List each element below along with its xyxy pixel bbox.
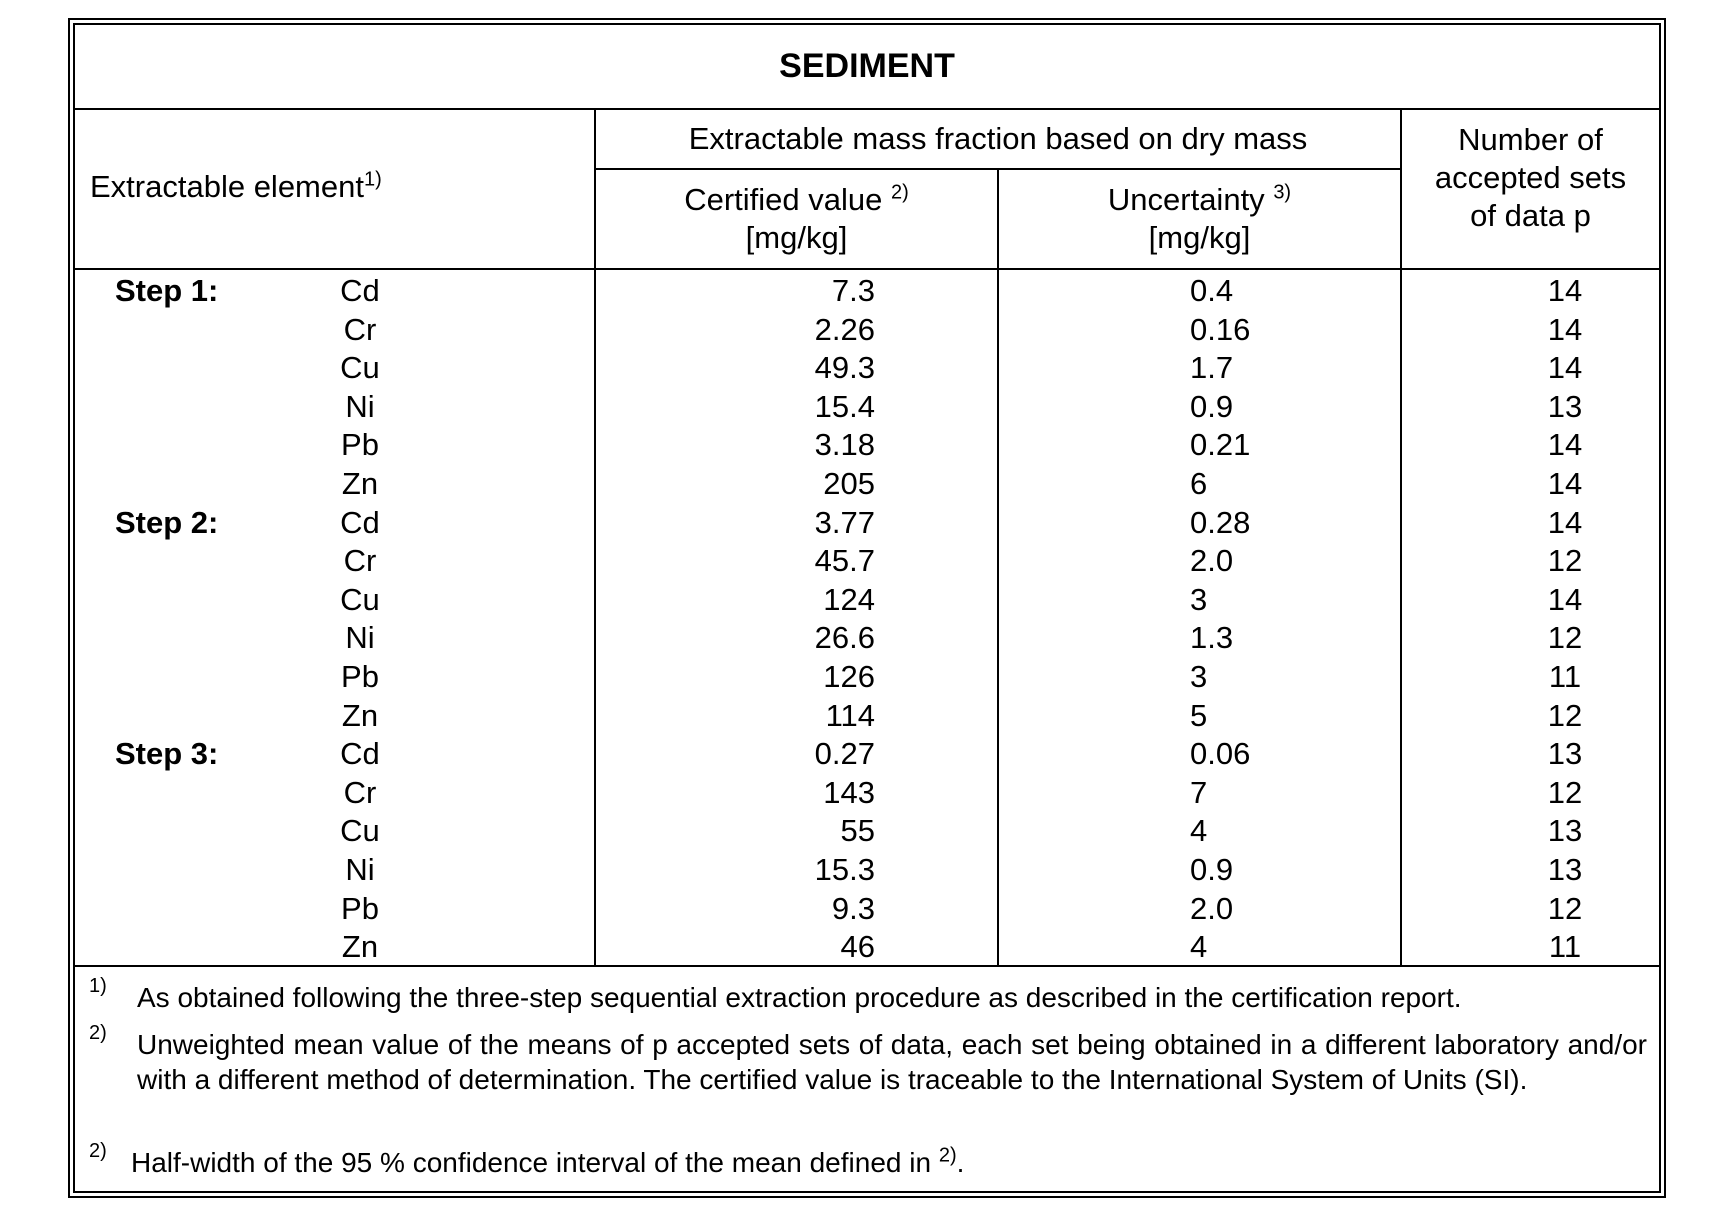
accepted-sets-cell: 14 <box>1547 581 1583 617</box>
uncertainty-cell: 0.9 <box>1190 852 1234 887</box>
element-cell: Zn <box>341 466 379 501</box>
header-number <box>1402 121 1659 235</box>
accepted-sets-cell: 11 <box>1548 659 1582 694</box>
certified-value-cell: 49.3 <box>814 350 875 386</box>
accepted-sets-cell: 12 <box>1547 697 1583 733</box>
header-number-line3: of data p <box>1470 198 1591 233</box>
footnote-1-mark: 1) <box>89 975 107 997</box>
table-row <box>75 504 1659 542</box>
certified-value-cell: 26.6 <box>814 620 875 656</box>
certified-value-cell: 46 <box>840 929 875 965</box>
footnote-3-line <box>131 1145 1641 1180</box>
element-cell: Cr <box>343 543 377 579</box>
uncertainty-cell: 0.28 <box>1190 504 1251 540</box>
header-group-text: Extractable mass fraction based on dry mass <box>688 121 1308 156</box>
uncertainty-cell: 5 <box>1190 697 1208 733</box>
uncertainty-cell: 0.16 <box>1190 311 1251 347</box>
header-element-text: Extractable element <box>90 169 364 204</box>
element-cell: Cd <box>340 736 380 772</box>
uncertainty-cell: 4 <box>1190 813 1208 849</box>
rule-under-header <box>75 268 1659 270</box>
accepted-sets-cell: 14 <box>1547 427 1583 463</box>
header-certified-line1: Certified value <box>684 182 883 217</box>
element-cell: Pb <box>341 659 379 694</box>
header-element-sup: 1) <box>363 168 382 191</box>
header-number-line2: accepted sets <box>1434 160 1627 195</box>
accepted-sets-cell: 14 <box>1547 311 1583 347</box>
footnote-2-mark: 2) <box>89 1022 107 1044</box>
footnote-3-end: . <box>956 1147 965 1178</box>
header-certified <box>596 181 997 257</box>
uncertainty-cell: 0.21 <box>1190 427 1251 463</box>
uncertainty-cell: 1.7 <box>1190 350 1234 386</box>
accepted-sets-cell: 12 <box>1547 774 1583 810</box>
element-cell: Cr <box>343 311 377 347</box>
table-row <box>75 349 1659 387</box>
rule-under-title <box>75 108 1659 110</box>
header-certified-sup: 2) <box>890 181 909 204</box>
accepted-sets-cell: 13 <box>1547 852 1583 887</box>
element-cell: Pb <box>341 427 379 463</box>
table-row <box>75 388 1659 426</box>
accepted-sets-cell: 13 <box>1547 736 1583 772</box>
certified-value-cell: 45.7 <box>814 543 875 579</box>
accepted-sets-cell: 12 <box>1547 890 1583 926</box>
uncertainty-cell: 2.0 <box>1190 543 1234 579</box>
accepted-sets-cell: 14 <box>1547 504 1583 540</box>
element-cell: Zn <box>341 929 379 965</box>
certified-value-cell: 2.26 <box>814 311 875 347</box>
element-cell: Cd <box>340 504 380 540</box>
uncertainty-cell: 0.06 <box>1190 736 1251 772</box>
uncertainty-cell: 4 <box>1190 929 1208 965</box>
header-uncertainty-line2: [mg/kg] <box>1148 220 1251 255</box>
element-cell: Cu <box>340 350 380 386</box>
uncertainty-cell: 3 <box>1190 581 1208 617</box>
header-group <box>596 120 1400 158</box>
footnote-3-mark: 2) <box>89 1140 107 1162</box>
table-row <box>75 812 1659 850</box>
accepted-sets-cell: 13 <box>1547 388 1583 424</box>
table-row <box>75 697 1659 735</box>
accepted-sets-cell: 14 <box>1547 466 1583 501</box>
uncertainty-cell: 7 <box>1190 774 1208 810</box>
certified-value-cell: 0.27 <box>814 736 875 772</box>
step-label: Step 1: <box>115 273 219 308</box>
element-cell: Zn <box>341 697 379 733</box>
header-element <box>90 168 382 205</box>
certified-value-cell: 9.3 <box>831 890 875 926</box>
element-cell: Cr <box>343 774 377 810</box>
certified-value-cell: 7.3 <box>831 273 875 308</box>
certified-value-cell: 15.4 <box>814 388 875 424</box>
element-cell: Cu <box>340 813 380 849</box>
uncertainty-cell: 0.4 <box>1190 273 1234 308</box>
table-row <box>75 735 1659 773</box>
header-number-line1: Number of <box>1458 122 1603 157</box>
header-certified-line2: [mg/kg] <box>745 220 848 255</box>
certified-value-cell: 126 <box>823 659 875 694</box>
table-row <box>75 890 1659 928</box>
table-row <box>75 928 1659 966</box>
table-title: SEDIMENT <box>779 47 955 85</box>
accepted-sets-cell: 14 <box>1547 350 1583 386</box>
certified-value-cell: 55 <box>840 813 875 849</box>
footnote-1-text: As obtained following the three-step sequential extraction procedure as described in the certification report. <box>137 982 1462 1013</box>
certified-value-cell: 3.77 <box>814 504 875 540</box>
uncertainty-cell: 1.3 <box>1190 620 1234 656</box>
certified-value-cell: 143 <box>823 774 875 810</box>
table-row <box>75 619 1659 657</box>
certified-value-cell: 3.18 <box>814 427 875 463</box>
certified-value-cell: 15.3 <box>814 852 875 887</box>
accepted-sets-cell: 12 <box>1547 620 1583 656</box>
uncertainty-cell: 3 <box>1190 659 1208 694</box>
header-uncertainty-line1: Uncertainty <box>1107 182 1265 217</box>
table-row <box>75 851 1659 889</box>
element-cell: Pb <box>341 890 379 926</box>
accepted-sets-cell: 14 <box>1547 273 1583 308</box>
table-row <box>75 465 1659 503</box>
footnote-2-text: Unweighted mean value of the means of p accepted sets of data, each set being obtained in a different laboratory and/or with a different method of determination. The certified value is traceable to the International System of Units (SI). <box>137 1029 1647 1095</box>
table-row <box>75 272 1659 310</box>
accepted-sets-cell: 12 <box>1547 543 1583 579</box>
header-uncertainty <box>999 181 1400 257</box>
element-cell: Ni <box>345 620 375 656</box>
table-row <box>75 581 1659 619</box>
uncertainty-cell: 0.9 <box>1190 388 1234 424</box>
step-label: Step 3: <box>115 736 219 772</box>
certified-value-cell: 205 <box>823 466 875 501</box>
certified-value-cell: 114 <box>825 697 875 733</box>
table-row <box>75 658 1659 696</box>
header-uncertainty-sup: 3) <box>1273 181 1292 204</box>
table-row <box>75 426 1659 464</box>
table-row <box>75 774 1659 812</box>
certified-value-cell: 124 <box>823 581 875 617</box>
accepted-sets-cell: 11 <box>1548 929 1582 965</box>
footnote-3-text: Half-width of the 95 % confidence interval of the mean defined in <box>131 1147 932 1178</box>
element-cell: Ni <box>345 852 375 887</box>
element-cell: Cd <box>340 273 380 308</box>
table-row <box>75 542 1659 580</box>
accepted-sets-cell: 13 <box>1547 813 1583 849</box>
footnote-3-ref: 2) <box>938 1144 957 1167</box>
step-label: Step 2: <box>115 504 219 540</box>
element-cell: Ni <box>345 388 375 424</box>
uncertainty-cell: 6 <box>1190 466 1208 501</box>
uncertainty-cell: 2.0 <box>1190 890 1234 926</box>
table-row <box>75 311 1659 349</box>
element-cell: Cu <box>340 581 380 617</box>
